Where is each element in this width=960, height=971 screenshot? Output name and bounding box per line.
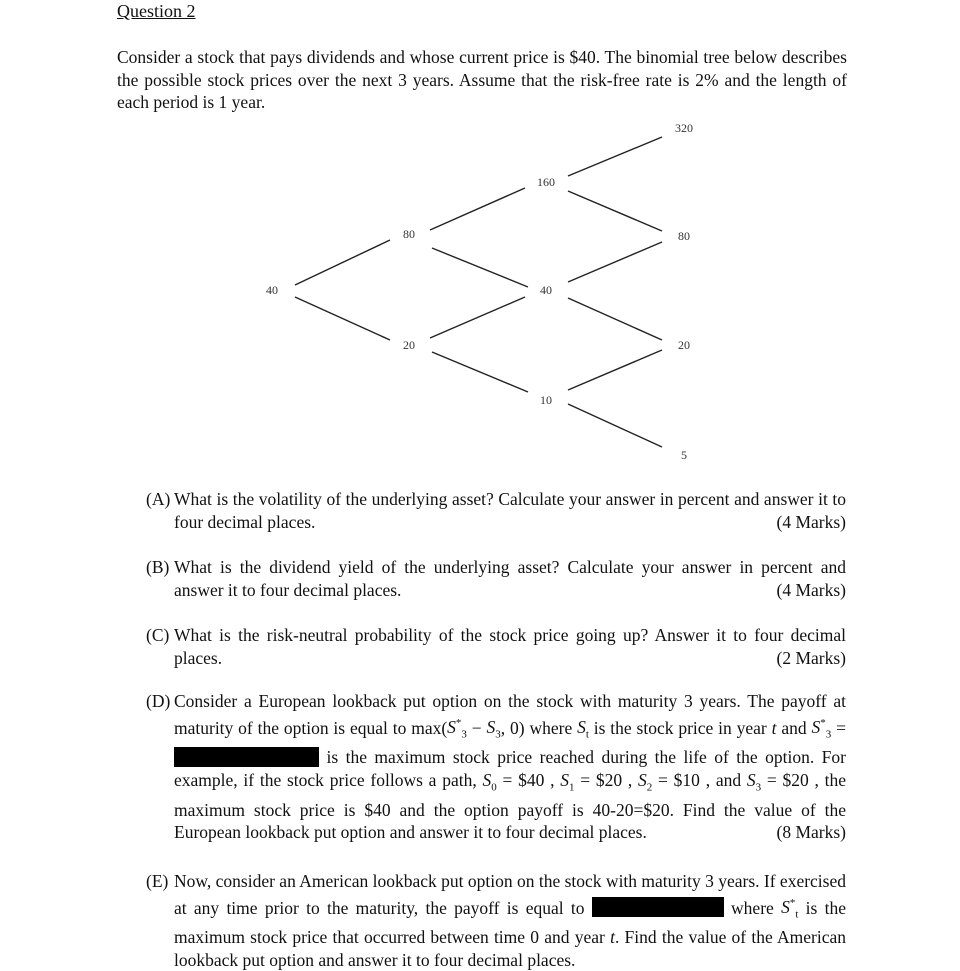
question-a bbox=[146, 488, 846, 533]
question-c-label: (C) bbox=[146, 625, 170, 645]
sym-s: S bbox=[577, 717, 586, 738]
tree-edges bbox=[295, 137, 662, 447]
question-c-text: What is the risk-neutral probability of the stock price going up? Answer it to four decimal places. bbox=[174, 625, 846, 668]
node-t1-down: 20 bbox=[403, 338, 415, 352]
question-d-text-3: is the stock price in year bbox=[588, 717, 772, 738]
redacted-formula-block bbox=[174, 747, 319, 767]
question-d-s2: = $10 , and bbox=[652, 769, 747, 790]
sym-sub: 3 bbox=[825, 728, 832, 741]
sym-sub: 3 bbox=[495, 728, 501, 741]
edge-40-20 bbox=[295, 297, 390, 340]
question-c-marks: (2 Marks) bbox=[776, 647, 846, 668]
question-b-label: (B) bbox=[146, 557, 170, 577]
node-t2-uu: 160 bbox=[537, 175, 555, 189]
redacted-formula-block bbox=[592, 897, 724, 917]
sym-sub: 0 bbox=[491, 781, 497, 794]
question-d-s0: = $40 , bbox=[496, 769, 561, 790]
edge-160-320 bbox=[568, 137, 662, 176]
sym-s: S bbox=[746, 769, 756, 790]
edge-40-80 bbox=[295, 240, 390, 285]
question-e bbox=[146, 870, 846, 971]
sym-s: S bbox=[560, 769, 570, 790]
sym-sub: 3 bbox=[755, 781, 762, 794]
sym-s: S bbox=[482, 769, 492, 790]
question-a-label: (A) bbox=[146, 489, 171, 509]
edge-40-20b bbox=[568, 298, 662, 340]
sym-sub: t bbox=[585, 728, 589, 741]
edge-40-80b bbox=[568, 242, 662, 282]
sym-t: t bbox=[771, 717, 777, 738]
edge-80-160 bbox=[430, 188, 525, 230]
sym-s: S bbox=[486, 717, 496, 738]
edge-160-80 bbox=[568, 191, 662, 231]
node-t1-up: 80 bbox=[403, 227, 415, 241]
sym-s: S bbox=[447, 717, 456, 738]
question-d bbox=[146, 690, 846, 844]
question-b bbox=[146, 556, 846, 601]
question-e-text-1: Now, consider an American lookback put option on the stock with maturity 3 years. If exercised at any time prior to the maturity, the payoff is equal to bbox=[174, 871, 846, 918]
sym-minus: − bbox=[466, 717, 487, 738]
edge-20-10 bbox=[432, 352, 528, 392]
question-d-marks: (8 Marks) bbox=[776, 822, 846, 843]
question-heading: Question 2 bbox=[117, 1, 196, 21]
question-d-text-4: and bbox=[776, 717, 812, 738]
node-t2-ud: 40 bbox=[540, 283, 552, 297]
question-d-text-5: = bbox=[831, 717, 846, 738]
sym-star: * bbox=[455, 717, 462, 730]
sym-star: * bbox=[820, 717, 826, 730]
node-t2-dd: 10 bbox=[540, 393, 552, 407]
node-t3-uuu: 320 bbox=[675, 121, 693, 135]
question-e-text-3: is the maximum stock price that occurred between time 0 and year bbox=[174, 897, 846, 948]
node-t3-udd: 20 bbox=[678, 338, 690, 352]
sym-sub: 2 bbox=[646, 781, 653, 794]
sym-t: t bbox=[610, 927, 615, 948]
node-t0: 40 bbox=[266, 283, 278, 297]
edge-10-20 bbox=[568, 350, 662, 390]
question-a-text: What is the volatility of the underlying asset? Calculate your answer in percent and answer it to four decimal places. bbox=[174, 489, 846, 532]
edge-20-40b bbox=[430, 297, 525, 338]
question-e-text-2: where bbox=[723, 897, 782, 918]
node-t3-uud: 80 bbox=[678, 229, 690, 243]
edge-10-5 bbox=[568, 404, 662, 447]
question-d-text-2: , 0) where bbox=[500, 717, 578, 738]
question-c bbox=[146, 624, 846, 669]
sym-s: S bbox=[638, 769, 647, 790]
sym-sub: 1 bbox=[569, 781, 575, 794]
question-d-s1: = $20 , bbox=[574, 769, 639, 790]
sym-star: * bbox=[789, 897, 796, 910]
sym-sub: 3 bbox=[461, 728, 467, 741]
question-d-text-1: Consider a European lookback put option on the stock with maturity 3 years. The payoff at maturity of the option is equal to max( bbox=[174, 691, 846, 738]
question-b-marks: (4 Marks) bbox=[776, 579, 846, 600]
question-d-label: (D) bbox=[146, 691, 171, 711]
sym-s: S bbox=[811, 717, 821, 738]
sym-s: S bbox=[781, 897, 790, 918]
question-d-s3: = $20 , the maximum stock price is $40 and the option payoff is 40-20=$20. Find the value of the European lookback put option and answer it to four decimal places. bbox=[174, 769, 847, 843]
intro-paragraph: Consider a stock that pays dividends and whose current price is $40. The binomial tree below describes the possible stock prices over the next 3 years. Assume that the risk-free rate is 2% and the length of each period is 1 year. bbox=[117, 47, 847, 112]
node-t3-ddd: 5 bbox=[681, 448, 687, 462]
edge-80-40a bbox=[432, 248, 528, 287]
question-a-marks: (4 Marks) bbox=[776, 511, 846, 532]
question-e-text-4: . Find the value of the American lookback put option and answer it to four decimal places. bbox=[174, 927, 846, 970]
question-b-text: What is the dividend yield of the underlying asset? Calculate your answer in percent and answer it to four decimal places. bbox=[174, 557, 846, 600]
question-e-label: (E) bbox=[146, 871, 169, 891]
sym-sub: t bbox=[795, 908, 799, 921]
question-d-text-6: is the maximum stock price reached during the life of the option. For example, if the stock price follows a path, bbox=[174, 747, 846, 790]
